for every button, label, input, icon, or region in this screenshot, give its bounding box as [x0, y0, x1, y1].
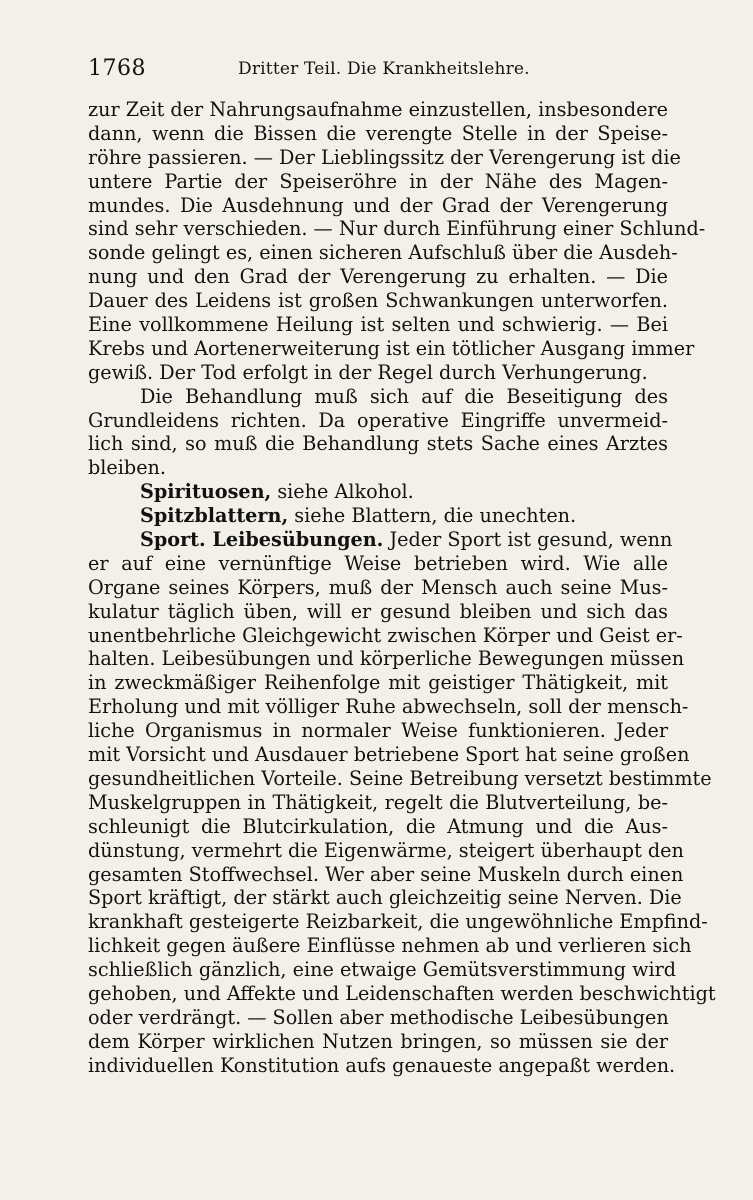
text-line: Grundleidens richten. Da operative Eingriffe unvermeid-: [88, 408, 668, 432]
text-line: Sport kräftigt, der stärkt auch gleichzeitig seine Nerven. Die: [88, 886, 682, 910]
text-line: gesamten Stoffwechsel. Wer aber seine Muskeln durch einen: [88, 862, 684, 886]
text-line: dünstung, vermehrt die Eigenwärme, steigert überhaupt den: [88, 838, 684, 862]
text-line: schleunigt die Blutcirkulation, die Atmung und die Aus-: [88, 814, 668, 838]
text-line: dem Körper wirklichen Nutzen bringen, so müssen sie der: [88, 1029, 668, 1053]
text-line: Muskelgruppen in Thätigkeit, regelt die Blutverteilung, be-: [88, 790, 668, 814]
text-line: Dauer des Leidens ist großen Schwankungen unterworfen.: [88, 289, 668, 313]
text-line: oder verdrängt. — Sollen aber methodische Leibesübungen: [88, 1005, 669, 1029]
text-line: mit Vorsicht und Ausdauer betriebene Sport hat seine großen: [88, 743, 690, 767]
text-line: halten. Leibesübungen und körperliche Bewegungen müssen: [88, 647, 685, 671]
text-line: Eine vollkommene Heilung ist selten und schwierig. — Bei: [88, 313, 668, 337]
text-line: röhre passieren. — Der Lieblingssitz der Verengerung ist die: [88, 145, 681, 169]
text-line: untere Partie der Speiseröhre in der Nähe des Magen-: [88, 169, 668, 193]
text-line: lich sind, so muß die Behandlung stets Sache eines Arztes: [88, 432, 668, 456]
text-line: liche Organismus in normaler Weise funktionieren. Jeder: [88, 719, 668, 743]
text-line: schließlich gänzlich, eine etwaige Gemütsverstimmung wird: [88, 958, 677, 982]
text-line: nung und den Grad der Verengerung zu erhalten. — Die: [88, 265, 668, 289]
text-line: gehoben, und Affekte und Leidenschaften werden beschwichtigt: [88, 981, 716, 1005]
entry-text: Jeder Sport ist gesund, wenn: [383, 528, 673, 552]
text-line: sind sehr verschieden. — Nur durch Einführung einer Schlund-: [88, 217, 706, 241]
text-line: sonde gelingt es, einen sicheren Aufschluß über die Ausdeh-: [88, 241, 678, 265]
entry-spitzblattern: [88, 504, 668, 528]
text-line: bleiben.: [88, 456, 167, 480]
text-line: zur Zeit der Nahrungsaufnahme einzustellen, insbesondere: [88, 98, 668, 121]
text-line: mundes. Die Ausdehnung und der Grad der Verengerung: [88, 193, 668, 217]
running-head: [88, 56, 668, 90]
text-line: er auf eine vernünftige Weise betrieben wird. Wie alle: [88, 551, 668, 575]
text-line: gewiß. Der Tod erfolgt in der Regel durch Verhungerung.: [88, 360, 648, 384]
text-line: Erholung und mit völliger Ruhe abwechseln, soll der mensch-: [88, 695, 689, 719]
text-line: gesundheitlichen Vorteile. Seine Betreibung versetzt bestimmte: [88, 766, 712, 790]
entry-sport: [88, 528, 673, 552]
text-line: unentbehrliche Gleichgewicht zwischen Körper und Geist er-: [88, 623, 683, 647]
running-title: Dritter Teil. Die Krankheitslehre.: [238, 59, 530, 79]
entry-text: siehe Blattern, die unechten.: [288, 504, 577, 528]
text-line: Organe seines Körpers, muß der Mensch auch seine Mus-: [88, 575, 668, 599]
text-line: in zweckmäßiger Reihenfolge mit geistiger Thätigkeit, mit: [88, 671, 668, 695]
entry-term: Spitzblattern,: [140, 504, 289, 528]
entry-term: Spirituosen,: [140, 480, 272, 504]
body-text: [88, 98, 716, 1078]
text-line: kulatur täglich üben, will er gesund bleiben und sich das: [88, 599, 668, 623]
text-line: dann, wenn die Bissen die verengte Stelle in der Speise-: [88, 121, 668, 145]
entry-term: Sport. Leibesübungen.: [140, 528, 384, 552]
text-line: krankhaft gesteigerte Reizbarkeit, die ungewöhnliche Empfind-: [88, 910, 708, 934]
text-line: individuellen Konstitution aufs genaueste angepaßt werden.: [88, 1053, 676, 1077]
page-number: 1768: [88, 56, 146, 81]
entry-spirituosen: [88, 480, 668, 504]
text-line: Die Behandlung muß sich auf die Beseitigung des: [140, 384, 668, 408]
text-line: lichkeit gegen äußere Einflüsse nehmen ab und verlieren sich: [88, 934, 692, 958]
text-line: Krebs und Aortenerweiterung ist ein tötlicher Ausgang immer: [88, 336, 695, 360]
entry-text: siehe Alkohol.: [271, 480, 414, 504]
